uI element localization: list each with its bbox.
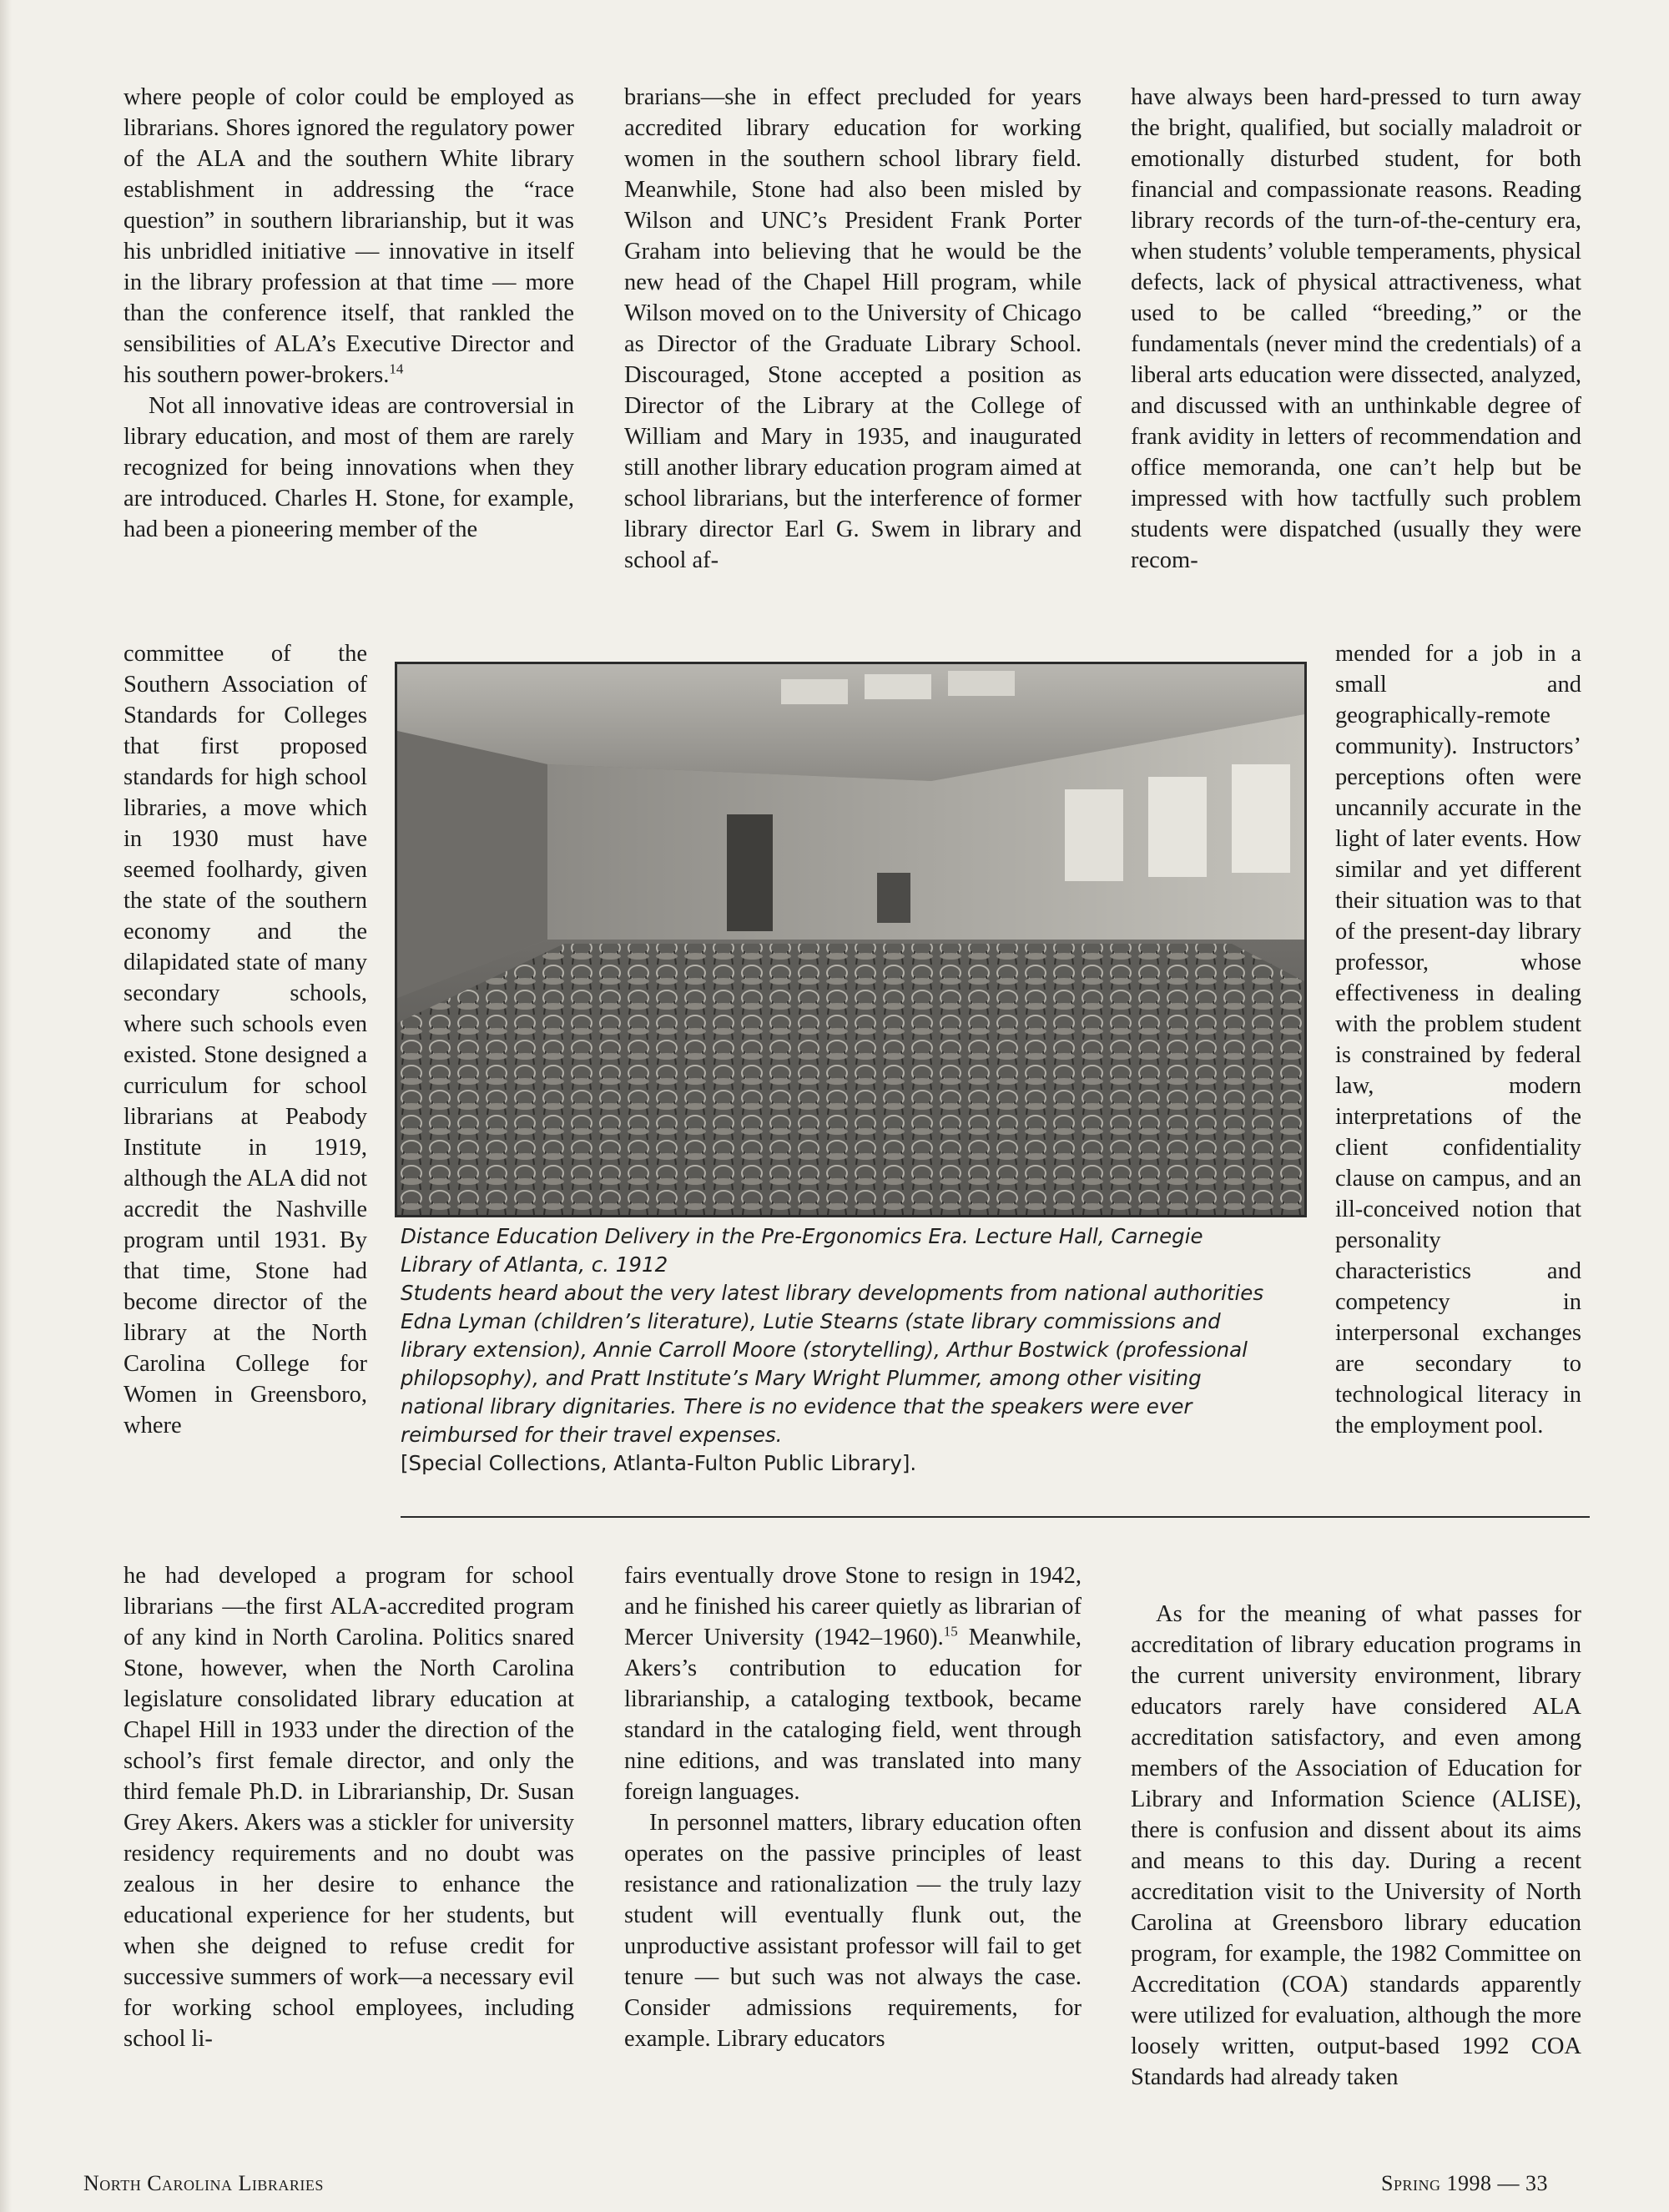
caption-divider (401, 1516, 1590, 1518)
footnote-ref-14: 14 (389, 360, 404, 377)
column-3-top (1131, 82, 1581, 576)
photo-caption (401, 1222, 1360, 1478)
caption-line-5: national library dignitaries. There is no evidence that the speakers were ever (401, 1394, 1193, 1418)
col2-bottom-para2: In personnel matters, library education often operates on the passive principles of least resistance and rationalization — the truly lazy student will eventually flunk out, the unproductive assistant professor will fail to get tenure — but such was not always the case. Consider admissions requirements, for example. Library educators (624, 1810, 1082, 2052)
column-1-wrap (124, 638, 367, 1441)
column-3-bottom (1131, 1599, 1581, 2093)
caption-line-1: Students heard about the very latest library developments from national authorities (401, 1281, 1264, 1305)
caption-line-3: library extension), Annie Carroll Moore (storytelling), Arthur Bostwick (professional (401, 1338, 1248, 1362)
footnote-ref-15: 15 (943, 1623, 958, 1640)
col1-wrap-text: committee of the Southern Association of Standards for Colleges that first proposed standards for high school libraries, a move which in 1930 must have seemed foolhardy, given the state of the southern economy and the dilapidated state of many secondary schools, where such schools even existed. Stone designed a curriculum for school librarians at Peabody Institute in 1919, although the ALA did not accredit the Nashville program until 1931. By that time, Stone had become director of the library at the North Carolina College for Women in Greensboro, where (124, 641, 367, 1439)
column-1-top (124, 82, 574, 545)
caption-line-6: reimbursed for their travel expenses. (401, 1423, 783, 1447)
caption-title-line-2: Library of Atlanta, c. 1912 (401, 1252, 668, 1277)
footer-journal-title: North Carolina Libraries (83, 2171, 324, 2195)
photo-credit: [Special Collections, Atlanta-Fulton Public Library]. (401, 1451, 917, 1475)
column-1-bottom (124, 1560, 574, 2054)
col3-wrap-text: mended for a job in a small and geographically-remote community). Instructors’ perceptions often were uncannily accurate in the light of later events. How similar and yet different their situation was to that of the present-day library professor, whose effectiveness in dealing with the problem student is constrained by federal law, modern interpretations of the client confidentiality clause on campus, and an ill-conceived notion that personality characteristics and competency in interpersonal exchanges are secondary to technological literacy in the employment pool. (1335, 641, 1581, 1439)
col2-bottom-text-a: fairs eventually drove Stone to resign in 1942, and he finished his career quietly as librarian of Mercer University (1942–1960). (624, 1563, 1082, 1650)
column-2-bottom (624, 1560, 1082, 2054)
col1-para2: Not all innovative ideas are controversial in library education, and most of them are rarely recognized for being innovations when they are introduced. Charles H. Stone, for example, had been a pioneering member of the (124, 393, 574, 542)
col1-para1: where people of color could be employed as librarians. Shores ignored the regulatory power of the ALA and the southern White library establishment in addressing the “race question” in southern librarianship, but it was his unbridled initiative — innovative in itself in the library profession at that time — more than the conference itself, that rankled the sensibilities of ALA’s Executive Director and his southern power-brokers. (124, 84, 574, 388)
column-2-top (624, 82, 1082, 576)
col2-bottom-text-b: Meanwhile, Akers’s contribution to education for librarianship, a cataloging textbook, became standard in the cataloging field, went through nine editions, and was translated into many foreign languages. (624, 1625, 1082, 1805)
lecture-hall-photo (395, 662, 1307, 1217)
caption-title-line-1: Distance Education Delivery in the Pre-Ergonomics Era. Lecture Hall, Carnegie (401, 1224, 1203, 1248)
col1-bottom-text: he had developed a program for school librarians —the first ALA-accredited program of any kind in North Carolina. Politics snared Stone, however, when the North Carolina legislature consolidated library education at Chapel Hill in 1933 under the direction of the school’s first female director, and only the third female Ph.D. in Librarianship, Dr. Susan Grey Akers. Akers was a stickler for university residency requirements and no doubt was zealous in her desire to enhance the educational experience for her students, but when she deigned to refuse credit for successive summers of work—a necessary evil for working school employees, including school li- (124, 1563, 574, 2052)
footer-issue-page: Spring 1998 — 33 (1381, 2171, 1548, 2195)
col3-top-text: have always been hard-pressed to turn away the bright, qualified, but socially maladroit or emotionally disturbed student, for both financial and compassionate reasons. Reading library records of the turn-of-the-century era, when students’ voluble temperaments, physical defects, lack of physical attractiveness, what used to be called “breeding,” or the fundamentals (never mind the credentials) of a liberal arts education were dissected, analyzed, and discussed with an unthinkable degree of frank avidity in letters of recommendation and office memoranda, one can’t help but be impressed with how tactfully such problem students were dispatched (usually they were recom- (1131, 84, 1581, 573)
page-edge-shadow (0, 0, 12, 2212)
column-3-wrap (1335, 638, 1581, 1441)
col2-top-text: brarians—she in effect precluded for years accredited library education for working women in the southern school library field. Meanwhile, Stone had also been misled by Wilson and UNC’s President Frank Porter Graham into believing that he would be the new head of the Chapel Hill program, while Wilson moved on to the University of Chicago as Director of the Graduate Library School. Discouraged, Stone accepted a position as Director of the Library at the College of William and Mary in 1935, and inaugurated still another library education program aimed at school librarians, but the interference of former library director Earl G. Swem in library and school af- (624, 84, 1082, 573)
col3-bottom-text: As for the meaning of what passes for accreditation of library education programs in the current university environment, library educators rarely have considered ALA accreditation satisfactory, and even among members of the Association of Education for Library and Information Science (ALISE), there is confusion and dissent about its aims and means to this day. During a recent accreditation visit to the University of North Carolina at Greensboro library education program, for example, the 1982 Committee on Accreditation (COA) standards apparently were utilized for evaluation, although the more loosely written, output-based 1992 COA Standards had already taken (1131, 1601, 1581, 2090)
caption-line-2: Edna Lyman (children’s literature), Lutie Stearns (state library commissions and (401, 1309, 1221, 1333)
lecture-hall-photo-graphic (397, 664, 1304, 1215)
caption-line-4: philopsophy), and Pratt Institute’s Mary Wright Plummer, among other visiting (401, 1366, 1202, 1390)
